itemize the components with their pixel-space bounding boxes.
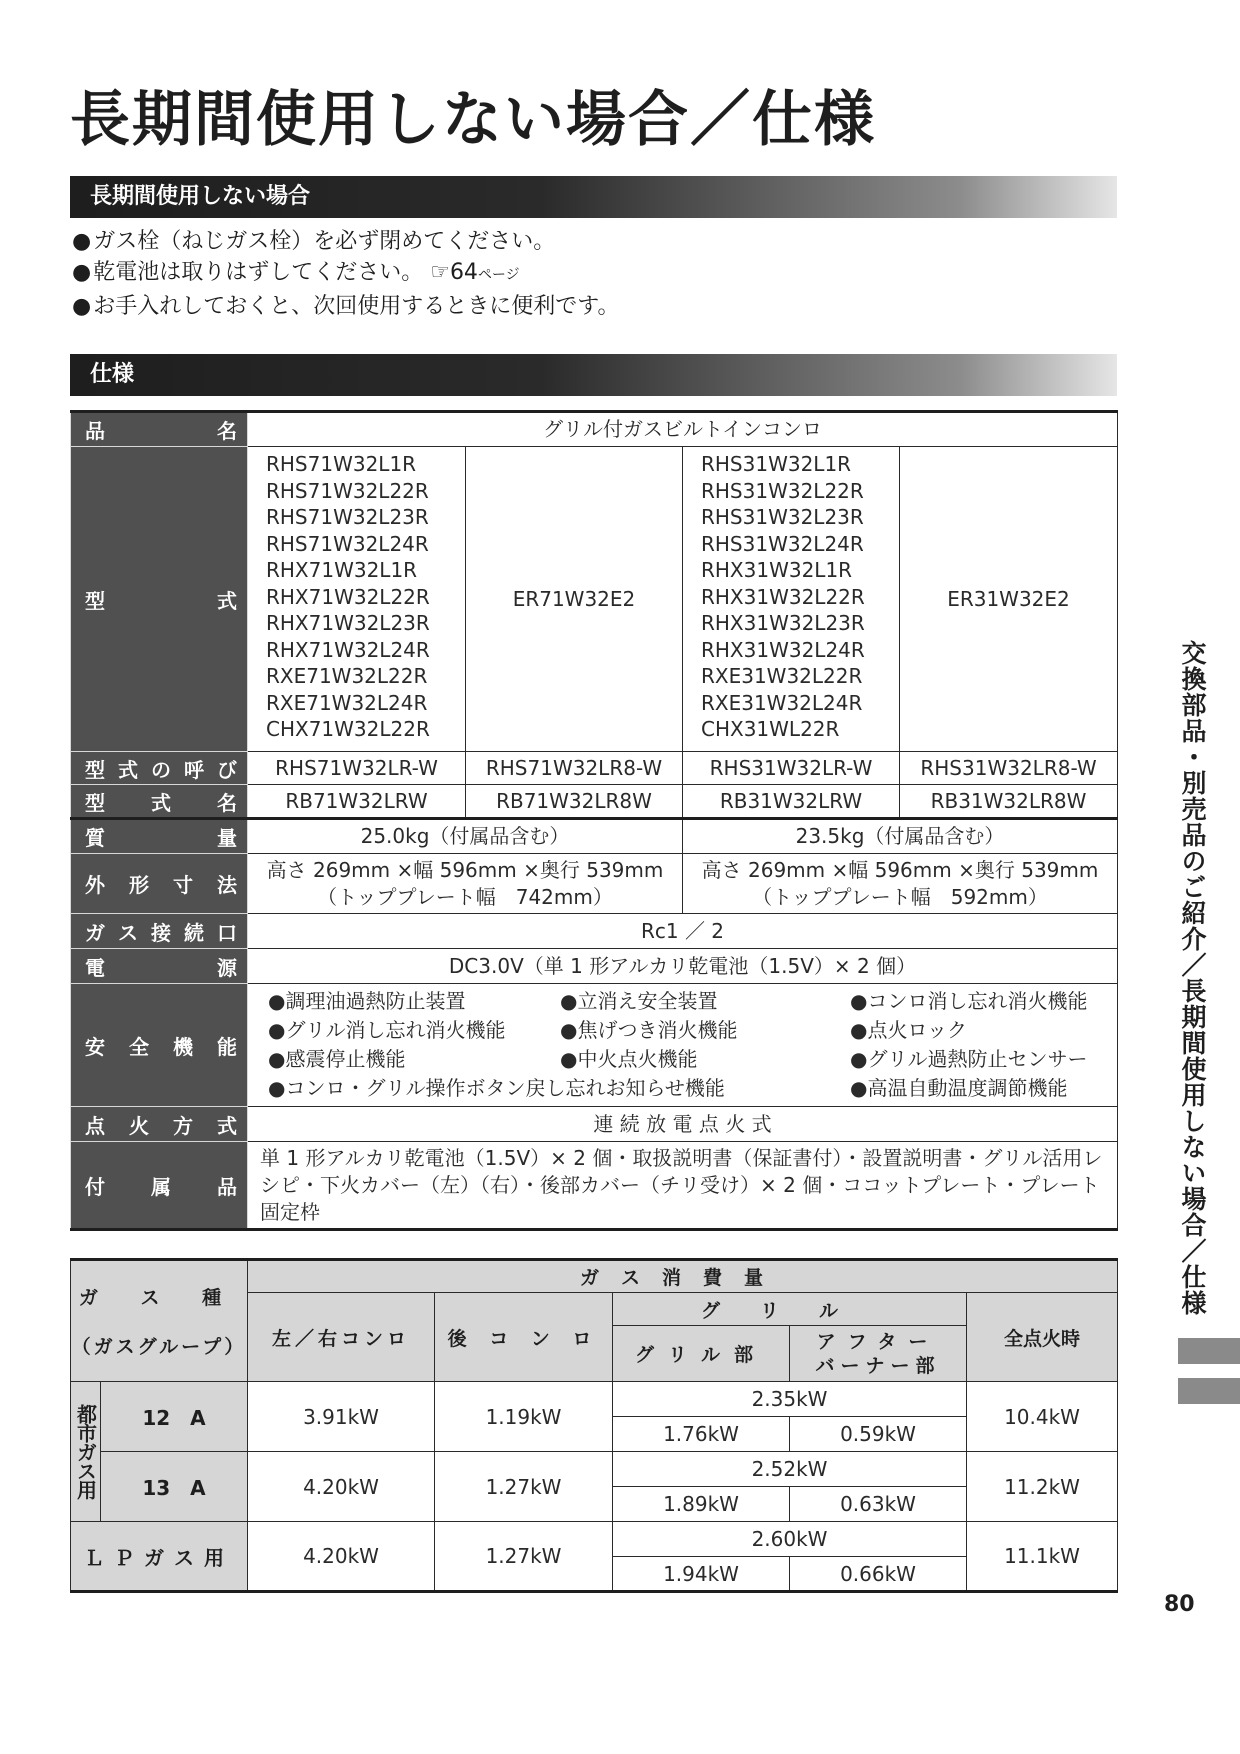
safety-item: ● 高温自動温度調節機能 <box>850 1074 1100 1103</box>
model-number: RHS31W32L24R <box>701 531 864 556</box>
label-char: 呼 <box>184 757 204 782</box>
grill-part-value: 1.76kW <box>613 1417 790 1452</box>
grill-part-value: 1.89kW <box>613 1487 790 1522</box>
instruction-battery: ● 乾電池は取りはずしてください。 ☞64ページ <box>72 257 619 291</box>
gas-row-13a <box>71 1452 1118 1487</box>
label-char: 源 <box>217 955 237 980</box>
row-safety <box>71 984 1118 1107</box>
model-number: RXE71W32L22R <box>266 664 428 688</box>
model-list-71 <box>248 447 466 752</box>
power-source: DC3.0V（単 1 形アルカリ乾電池（1.5V）× 2 個） <box>248 949 1118 984</box>
product-name: グリル付ガスビルトインコンロ <box>248 412 1118 447</box>
header-grill: グリル <box>613 1293 967 1326</box>
safety-item: ● 感震停止機能 <box>268 1045 560 1074</box>
safety-item: ● コンロ消し忘れ消火機能 <box>850 987 1100 1016</box>
model-number: RXE71W32L24R <box>266 690 428 715</box>
after-burner-value: 0.66kW <box>790 1557 967 1592</box>
header-gas-type: ガ ス 種 （ガスグループ） <box>71 1260 248 1382</box>
row-model-call <box>71 752 1118 785</box>
all-burners-value: 10.4kW <box>967 1382 1118 1452</box>
model-number: RHX31W32L22R <box>701 584 865 609</box>
label-char: 名 <box>217 790 237 815</box>
row-model-name <box>71 785 1118 819</box>
label-product-name <box>71 412 248 447</box>
safety-item: ● 中火点火機能 <box>560 1045 850 1074</box>
model-er31: ER31W32E2 <box>900 447 1118 752</box>
label-char: 属 <box>151 1174 171 1199</box>
model-list-31 <box>683 447 900 752</box>
label-accessories <box>71 1142 248 1230</box>
safety-item: ● グリル消し忘れ消火機能 <box>268 1016 560 1045</box>
label-char: 接 <box>151 920 171 945</box>
all-burners-value: 11.2kW <box>967 1452 1118 1522</box>
gas-consumption-table <box>70 1258 1118 1593</box>
label-char: 品 <box>217 1174 237 1199</box>
label-char: 式 <box>217 1113 237 1138</box>
header-consumption: ガス消費量 <box>248 1260 1118 1293</box>
model-number: RHS31W32L1R <box>701 452 852 476</box>
reference-unit: ページ <box>477 267 520 283</box>
label-char: 式 <box>217 588 237 613</box>
model-number: RHX71W32L22R <box>266 584 430 609</box>
safety-features <box>248 984 1118 1107</box>
model-number: RHS71W32L22R <box>266 478 429 503</box>
safety-item: ● 焦げつき消火機能 <box>560 1016 850 1045</box>
label-char: 質 <box>85 826 105 850</box>
model-name-cell: RB31W32LR8W <box>900 785 1118 819</box>
label-char: 寸 <box>173 873 193 897</box>
row-model <box>71 447 1118 752</box>
header-grill-part: グリル部 <box>613 1326 790 1382</box>
dimensions-31: 高さ 269mm ×幅 596mm ×奥行 539mm （トッププレート幅 592mm） <box>683 854 1118 914</box>
safety-item: ● グリル過熱防止センサー <box>850 1045 1100 1074</box>
model-number: RHS71W32L24R <box>266 531 429 556</box>
mass-31: 23.5kg（付属品含む） <box>683 819 1118 854</box>
gas-connection: Rc1 ／ 2 <box>248 914 1118 949</box>
after-burner-value: 0.63kW <box>790 1487 967 1522</box>
ignition-method: 連 続 放 電 点 火 式 <box>248 1107 1118 1142</box>
grill-total-value: 2.35kW <box>613 1382 967 1417</box>
label-char: 外 <box>85 873 105 897</box>
label-char: 品 <box>85 419 105 443</box>
section-heading-long-term: 長期間使用しない場合 <box>70 176 1117 218</box>
label-char: 式 <box>151 790 171 815</box>
model-number: CHX71W32L22R <box>266 717 430 741</box>
label-model-name <box>71 785 248 819</box>
chapter-tab-marker <box>1178 1338 1240 1364</box>
grill-part-value: 1.94kW <box>613 1557 790 1592</box>
header-left-right-burner: 左／右コンロ <box>248 1293 435 1382</box>
header-after-burner: アフター バーナー部 <box>790 1326 967 1382</box>
header-rear-burner: 後 コ ン ロ <box>435 1293 613 1382</box>
section-heading-spec: 仕様 <box>70 354 1117 396</box>
label-char: 型 <box>85 757 105 782</box>
long-term-instructions <box>72 226 619 322</box>
model-er71: ER71W32E2 <box>466 447 683 752</box>
model-name-cell: RB71W32LR8W <box>466 785 683 819</box>
model-number: RHX31W32L1R <box>701 558 853 582</box>
grill-total-value: 2.52kW <box>613 1452 967 1487</box>
safety-item: ● コンロ・グリル操作ボタン戻し忘れお知らせ機能 <box>268 1074 850 1103</box>
label-safety <box>71 984 248 1107</box>
label-char: 電 <box>85 955 105 980</box>
model-number: RHS71W32L23R <box>266 505 429 529</box>
rear-burner-value: 1.27kW <box>435 1452 613 1522</box>
grill-total-value: 2.60kW <box>613 1522 967 1557</box>
chapter-tab-marker <box>1178 1378 1240 1404</box>
label-char: の <box>151 757 171 782</box>
instruction-gas-valve: ● ガス栓（ねじガス栓）を必ず閉めてください。 <box>72 226 619 257</box>
label-char: 型 <box>85 790 105 815</box>
safety-item: ● 調理油過熱防止装置 <box>268 987 560 1016</box>
label-char: 型 <box>85 588 105 613</box>
label-char: 式 <box>118 757 138 782</box>
rear-burner-value: 1.27kW <box>435 1522 613 1592</box>
model-number: RHX31W32L24R <box>701 637 865 662</box>
reference-hand-icon: ☞ <box>423 260 450 285</box>
mass-71: 25.0kg（付属品含む） <box>248 819 683 854</box>
row-product-name <box>71 412 1118 447</box>
safety-item: ● 立消え安全装置 <box>560 987 850 1016</box>
label-char: 機 <box>173 1034 193 1059</box>
label-char: 火 <box>129 1113 149 1138</box>
label-gas-connection <box>71 914 248 949</box>
lr-burner-value: 4.20kW <box>248 1452 435 1522</box>
rear-burner-value: 1.19kW <box>435 1382 613 1452</box>
label-char: 全 <box>129 1034 149 1059</box>
instruction-clean: ● お手入れしておくと、次回使用するときに便利です。 <box>72 291 619 322</box>
label-char: ガ <box>85 920 105 945</box>
model-number: RHX71W32L1R <box>266 558 418 582</box>
all-burners-value: 11.1kW <box>967 1522 1118 1592</box>
gas-type-lp: ＬＰガス用 <box>71 1522 248 1592</box>
row-accessories <box>71 1142 1118 1230</box>
safety-item: ● 点火ロック <box>850 1016 1100 1045</box>
chapter-side-tab: 交換部品・別売品のご紹介／長期間使用しない場合／仕様 <box>1178 640 1207 1316</box>
label-char: 点 <box>85 1113 105 1138</box>
label-char: 方 <box>173 1113 193 1138</box>
model-number: RXE31W32L24R <box>701 690 863 715</box>
lr-burner-value: 3.91kW <box>248 1382 435 1452</box>
label-char: ス <box>118 920 138 945</box>
model-number: RHX31W32L23R <box>701 611 865 635</box>
model-name-cell: RB71W32LRW <box>248 785 466 819</box>
label-char: 口 <box>217 920 237 945</box>
label-mass <box>71 819 248 854</box>
label-char: 形 <box>129 873 149 897</box>
row-ignition <box>71 1107 1118 1142</box>
model-call-cell: RHS71W32LR-W <box>248 752 466 785</box>
gas-type-12a: 12 A <box>101 1382 248 1452</box>
accessories: 単 1 形アルカリ乾電池（1.5V）× 2 個・取扱説明書（保証書付）・設置説明書・グリル活用レシピ・下火カバー（左）（右）・後部カバー（チリ受け）× 2 個・ココットプレート・プレート固定枠 <box>248 1142 1118 1230</box>
dimensions-71: 高さ 269mm ×幅 596mm ×奥行 539mm （トッププレート幅 742mm） <box>248 854 683 914</box>
label-char: 付 <box>85 1174 105 1199</box>
gas-row-lp <box>71 1522 1118 1557</box>
row-gas-connection <box>71 914 1118 949</box>
reference-page: 64 <box>449 260 478 285</box>
model-number: RHS31W32L23R <box>701 505 864 529</box>
row-mass <box>71 819 1118 854</box>
page-title: 長期間使用しない場合／仕様 <box>70 85 876 155</box>
label-char: 量 <box>217 826 237 850</box>
city-gas-label: 都市ガス用 <box>71 1382 101 1522</box>
label-ignition <box>71 1107 248 1142</box>
label-model <box>71 447 248 752</box>
spec-table <box>70 410 1118 1231</box>
gas-row-12a <box>71 1382 1118 1417</box>
label-power <box>71 949 248 984</box>
model-call-cell: RHS71W32LR8-W <box>466 752 683 785</box>
model-number: RXE31W32L22R <box>701 664 863 688</box>
model-call-cell: RHS31W32LR-W <box>683 752 900 785</box>
label-model-call <box>71 752 248 785</box>
label-char: び <box>217 757 237 782</box>
lr-burner-value: 4.20kW <box>248 1522 435 1592</box>
gas-header-row <box>71 1260 1118 1293</box>
model-number: RHS31W32L22R <box>701 478 864 503</box>
label-dimensions <box>71 854 248 914</box>
model-number: RHS71W32L1R <box>266 452 417 476</box>
label-char: 続 <box>184 920 204 945</box>
gas-type-13a: 13 A <box>101 1452 248 1522</box>
label-char: 法 <box>217 873 237 897</box>
after-burner-value: 0.59kW <box>790 1417 967 1452</box>
label-char: 能 <box>217 1034 237 1059</box>
model-number: RHX71W32L24R <box>266 637 430 662</box>
model-call-cell: RHS31W32LR8-W <box>900 752 1118 785</box>
row-dimensions <box>71 854 1118 914</box>
model-number: RHX71W32L23R <box>266 611 430 635</box>
label-char: 安 <box>85 1034 105 1059</box>
label-char: 名 <box>217 419 237 443</box>
row-power <box>71 949 1118 984</box>
model-number: CHX31WL22R <box>701 717 840 741</box>
page-number: 80 <box>1164 1592 1195 1617</box>
model-name-cell: RB31W32LRW <box>683 785 900 819</box>
header-all-burners: 全点火時 <box>967 1293 1118 1382</box>
